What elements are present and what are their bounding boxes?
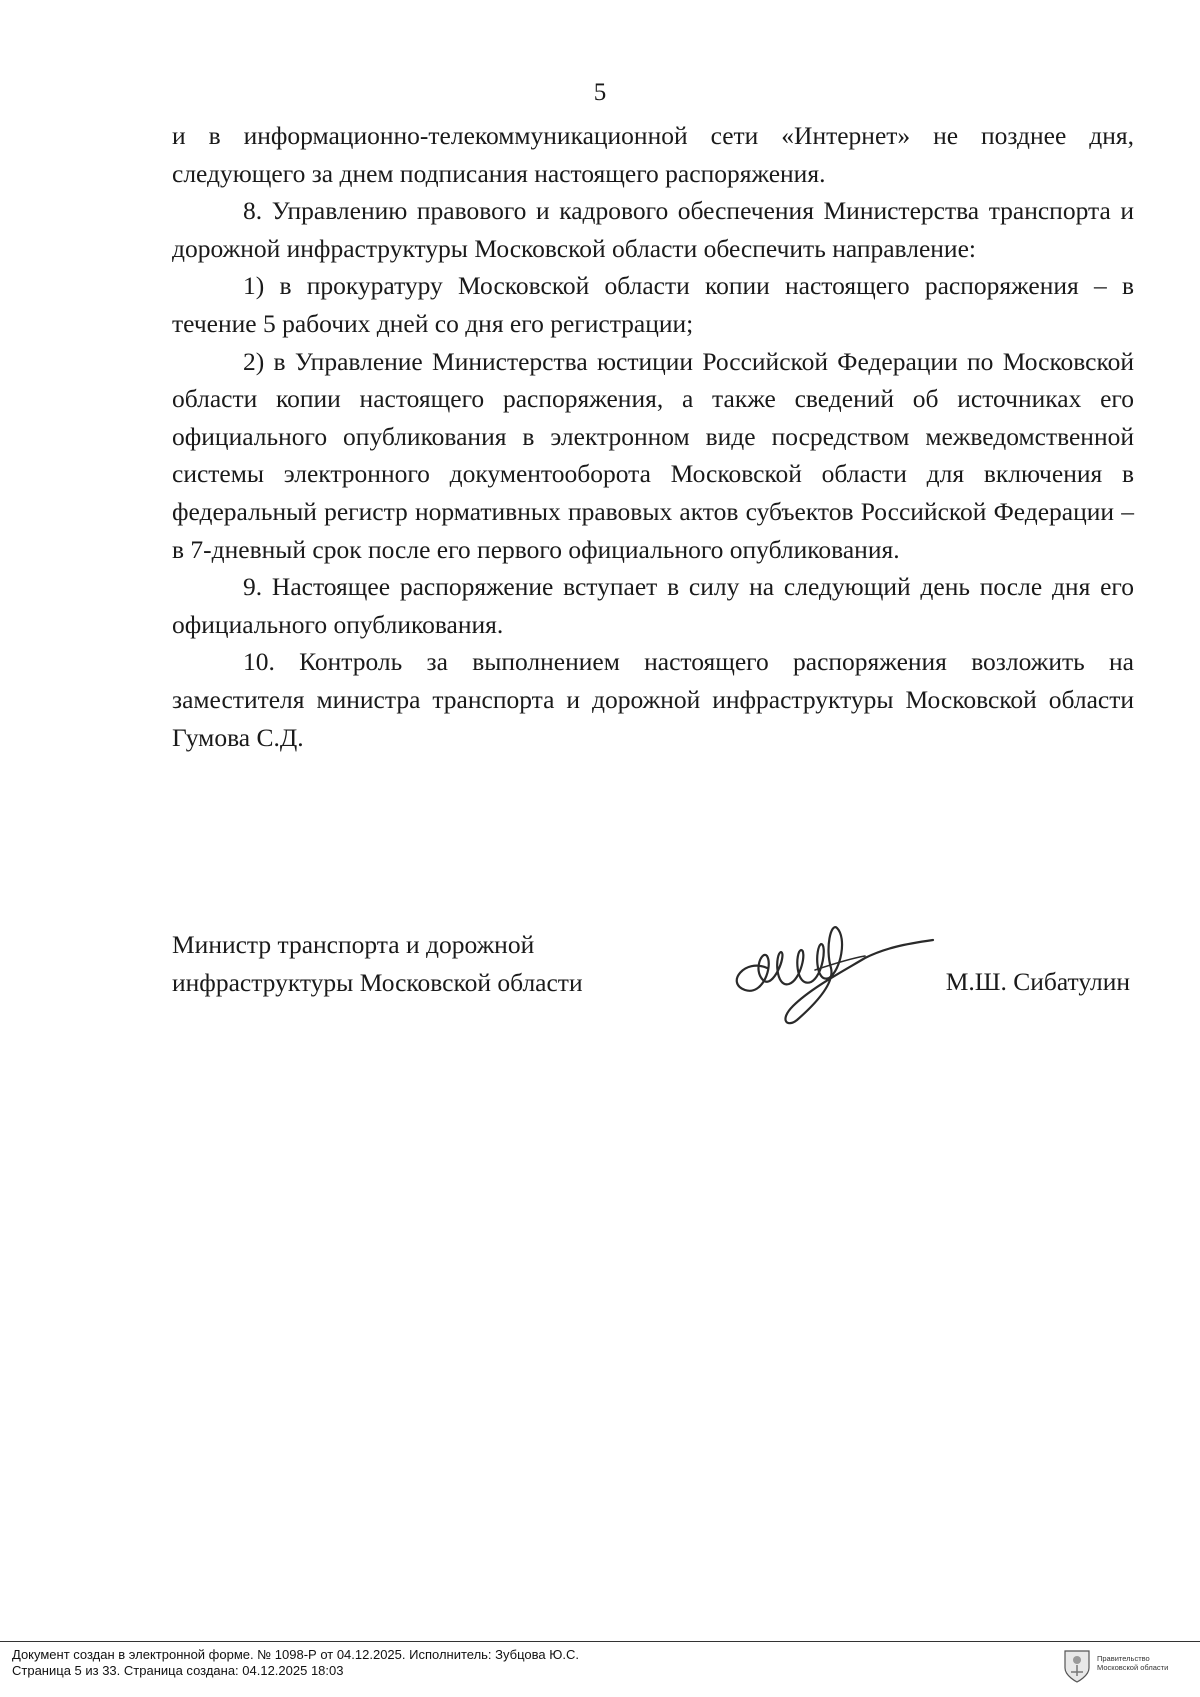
paragraph-9: 9. Настоящее распоряжение вступает в силу на следующий день после дня его официального опубликования. [172,572,1134,639]
footer-org-line: Московской области [1097,1663,1169,1672]
footer-info [12,1647,579,1679]
signer-name: М.Ш. Сибатулин [945,967,1130,996]
footer-line: Документ создан в электронной форме. № 1098-Р от 04.12.2025. Исполнитель: Зубцова Ю.С. [12,1647,579,1662]
document-body [172,117,1134,756]
footer-org-line: Правительство [1097,1654,1150,1663]
signer-title [172,926,583,1001]
footer-line: Страница 5 из 33. Страница создана: 04.12.2025 18:03 [12,1663,344,1678]
paragraph-10: 10. Контроль за выполнением настоящего распоряжения возложить на заместителя министра транспорта и дорожной инфраструктуры Московской области Гумова С.Д. [172,647,1134,752]
page-number: 5 [593,79,607,106]
paragraph-continuation: и в информационно-телекоммуникационной сети «Интернет» не позднее дня, следующего за днем подписания настоящего распоряжения. [172,121,1134,188]
signer-title-line: инфраструктуры Московской области [172,967,583,997]
footer-organization [1097,1654,1168,1672]
signer-title-line: Министр транспорта и дорожной [172,930,535,959]
document-footer [0,1641,1200,1697]
paragraph-8: 8. Управлению правового и кадрового обеспечения Министерства транспорта и дорожной инфраструктуры Московской области обеспечить направление: [172,196,1134,263]
coat-of-arms-icon [1062,1648,1092,1684]
paragraph-8-1: 1) в прокуратуру Московской области копии настоящего распоряжения – в течение 5 рабочих дней со дня его регистрации; [172,271,1134,338]
signature-block [172,926,1134,1056]
paragraph-8-2: 2) в Управление Министерства юстиции Российской Федерации по Московской области копии настоящего распоряжения, а также сведений об источниках его официального опубликования в электронном виде посредством межведомственной системы электронного документооборота Московской области для включения в федеральный регистр нормативных правовых актов субъектов Российской Федерации – в 7-дневный срок после его первого официального опубликования. [172,346,1134,564]
handwritten-signature [715,908,945,1038]
